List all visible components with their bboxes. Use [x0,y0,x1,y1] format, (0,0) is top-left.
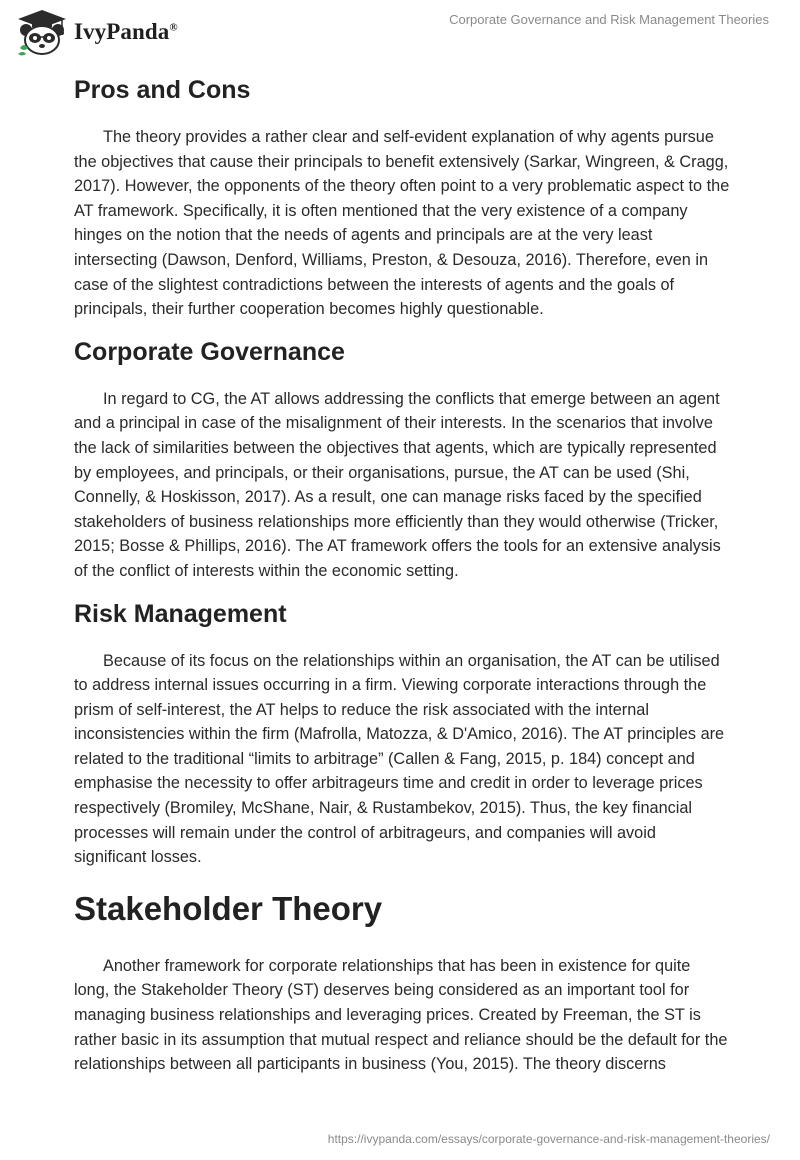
paragraph-pros-and-cons: The theory provides a rather clear and self-evident explanation of why agents pursue the objectives that cause their principals to benefit extensively (Sarkar, Wingreen, & Cragg, 2017). However, the opponents of the theory often point to a very problematic aspect to the AT framework. Specifically, it is often mentioned that the very existence of a company hinges on the notion that the needs of agents and principals are at the very least intersecting (Dawson, Denford, Williams, Preston, & Desouza, 2016). Therefore, even in case of the slightest contradictions between the interests of agents and the goals of principals, their further cooperation becomes highly questionable. [74,128,730,319]
source-url-link[interactable]: https://ivypanda.com/essays/corporate-governance-and-risk-management-theories/ [327,1132,770,1146]
section-heading-risk-management: Risk Management [74,599,287,628]
registered-mark: ® [169,21,178,34]
paragraph-risk-management: Because of its focus on the relationships within an organisation, the AT can be utilised to address internal issues occurring in a firm. Viewing corporate interactions through the prism of self-interest, the AT helps to reduce the risk associated with the internal inconsistencies within the firm (Mafrolla, Matozza, & D'Amico, 2016). The AT principles are related to the traditional “limits to arbitrage” (Callen & Fang, 2015, p. 184) concept and emphasise the necessity to offer arbitrageurs time and credit in order to leverage prices respectively (Bromiley, McShane, Nair, & Rustambekov, 2015). Thus, the key financial processes will remain under the control of arbitrageurs, and companies will avoid significant losses. [74,651,725,867]
essay-content [74,72,730,1077]
page-header [0,0,800,70]
paragraph-stakeholder-theory: Another framework for corporate relationships that has been in existence for quite long, the Stakeholder Theory (ST) deserves being considered as an important tool for managing business relationships and leveraging prices. Created by Freeman, the ST is rather basic in its assumption that mutual respect and reliance should be the default for the relationships between all participants in business (You, 2015). The theory discerns [74,956,728,1074]
panda-graduate-icon [16,8,68,56]
section-heading-pros-and-cons: Pros and Cons [74,76,251,104]
section-heading-stakeholder-theory: Stakeholder Theory [74,889,383,927]
document-title: Corporate Governance and Risk Management Theories [449,12,769,27]
logo-text: IvyPanda® [74,19,178,44]
section-heading-corporate-governance: Corporate Governance [74,337,345,366]
ivypanda-logo[interactable] [16,8,178,56]
paragraph-corporate-governance: In regard to CG, the AT allows addressing the conflicts that emerge between an agent and a principal in case of the misalignment of their interests. In the scenarios that involve the lack of similarities between the objectives that agents, which are typically represented by employees, and principals, or their organisations, pursue, the AT can be used (Shi, Connelly, & Hoskisson, 2017). As a result, one can manage risks faced by the specified stakeholders of business relationships more efficiently than they would otherwise (Tricker, 2015; Bosse & Phillips, 2016). The AT framework offers the tools for an extensive analysis of the conflict of interests within the economic setting. [74,389,721,580]
